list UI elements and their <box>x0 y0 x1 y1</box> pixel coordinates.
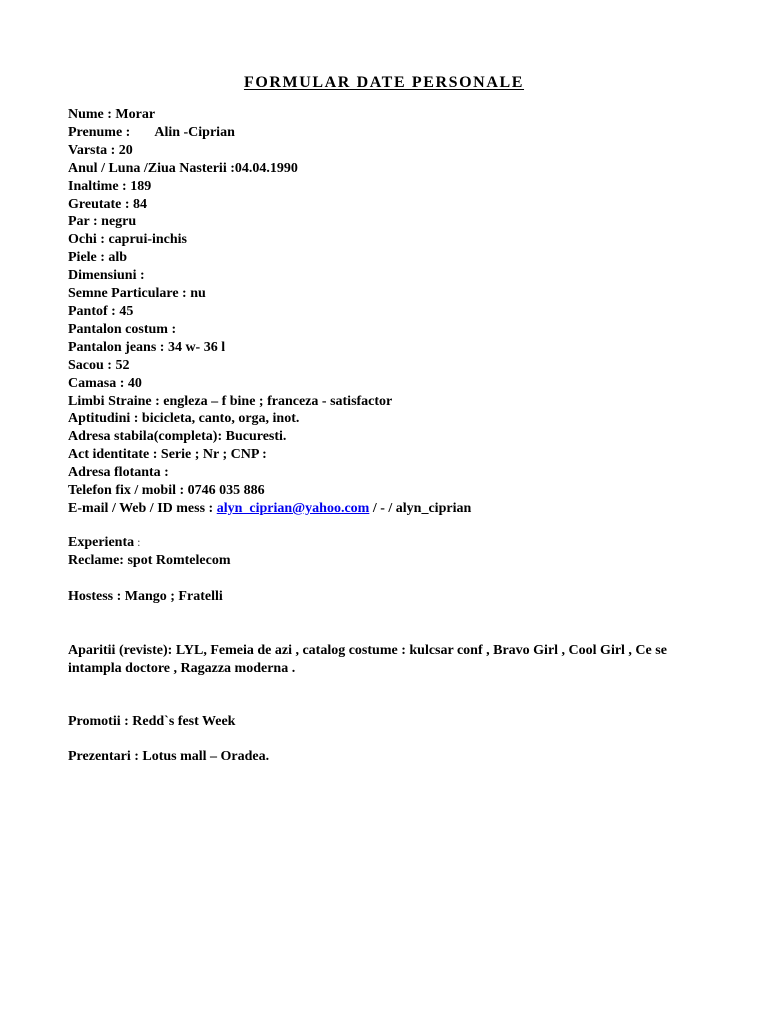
personal-data-fields <box>68 106 728 518</box>
field-pantalon-jeans: Pantalon jeans : 34 w- 36 l <box>68 339 226 355</box>
field-varsta: Varsta : 20 <box>68 142 133 158</box>
field-prenume-label: Prenume : <box>68 124 131 140</box>
field-prenume <box>68 124 728 142</box>
experienta-label: Experienta <box>68 535 135 550</box>
field-adresa-stabila: Adresa stabila(completa): Bucuresti. <box>68 429 287 445</box>
experienta-heading <box>68 534 718 552</box>
field-email <box>68 500 728 518</box>
field-act-identitate: Act identitate : Serie ; Nr ; CNP : <box>68 447 267 463</box>
experienta-prezentari: Prezentari : Lotus mall – Oradea. <box>68 749 270 764</box>
field-adresa-flotanta: Adresa flotanta : <box>68 465 169 481</box>
field-pantof: Pantof : 45 <box>68 303 134 319</box>
experienta-hostess: Hostess : Mango ; Fratelli <box>68 589 223 604</box>
field-nastere: Anul / Luna /Ziua Nasterii :04.04.1990 <box>68 160 298 176</box>
field-greutate: Greutate : 84 <box>68 196 148 212</box>
experienta-reclame: Reclame: spot Romtelecom <box>68 553 231 568</box>
experienta-promotii: Promotii : Redd`s fest Week <box>68 714 236 729</box>
field-dimensiuni: Dimensiuni : <box>68 268 145 284</box>
field-prenume-value: Alin -Ciprian <box>154 124 235 140</box>
field-nume: Nume : Morar <box>68 107 156 122</box>
field-inaltime: Inaltime : 189 <box>68 178 152 194</box>
experienta-colon: : <box>134 535 141 549</box>
field-piele: Piele : alb <box>68 250 128 266</box>
experienta-aparitii: Aparitii (reviste): LYL, Femeia de azi , catalog costume : kulcsar conf , Bravo Girl , Cool Girl , Ce se intampla doctore , Ragazza moderna . <box>68 643 667 676</box>
field-limbi: Limbi Straine : engleza – f bine ; franceza - satisfactor <box>68 393 393 409</box>
document-title: FORMULAR DATE PERSONALE <box>243 74 525 91</box>
field-pantalon-costum: Pantalon costum : <box>68 321 177 337</box>
email-prefix: E-mail / Web / ID mess : <box>68 500 217 516</box>
field-sacou: Sacou : 52 <box>68 357 130 373</box>
email-suffix: / - / alyn_ciprian <box>369 500 472 516</box>
email-link[interactable]: alyn_ciprian@yahoo.com <box>216 500 370 516</box>
field-ochi: Ochi : caprui-inchis <box>68 232 188 248</box>
field-semne: Semne Particulare : nu <box>68 286 206 302</box>
field-par: Par : negru <box>68 214 137 230</box>
field-aptitudini: Aptitudini : bicicleta, canto, orga, inot. <box>68 411 300 427</box>
field-camasa: Camasa : 40 <box>68 375 142 391</box>
field-telefon: Telefon fix / mobil : 0746 035 886 <box>68 483 265 499</box>
